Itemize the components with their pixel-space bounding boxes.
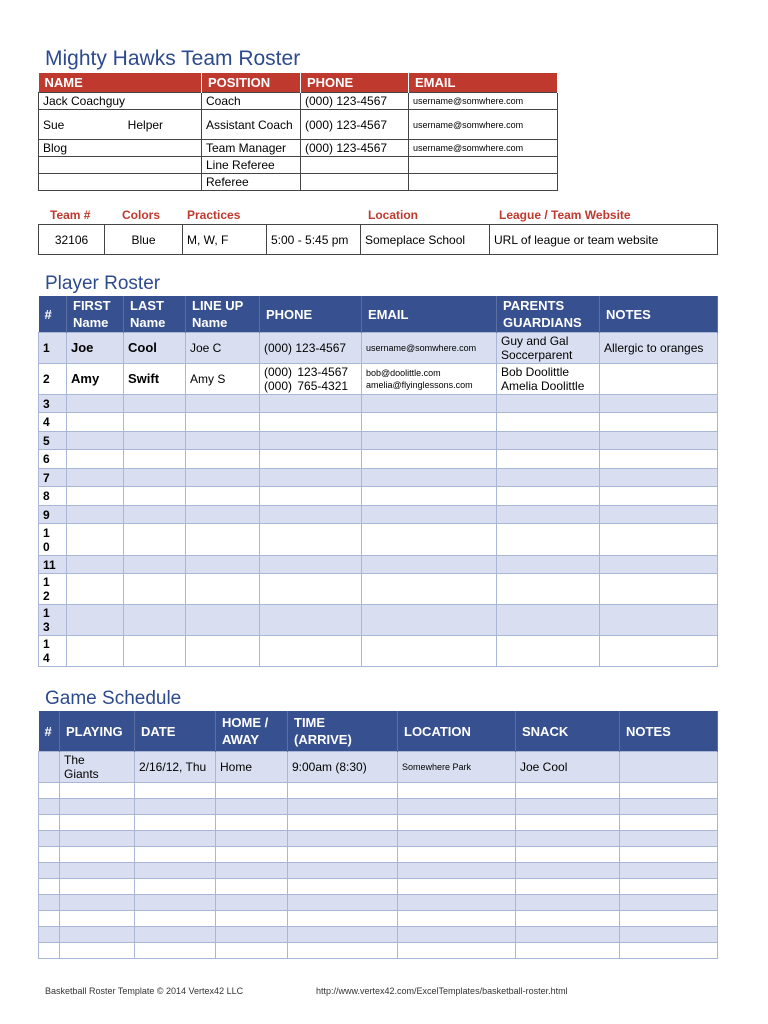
schedule-cell xyxy=(216,895,288,911)
schedule-header-time: TIME (ARRIVE) xyxy=(288,711,398,752)
schedule-cell xyxy=(39,927,60,943)
practice-time: 5:00 - 5:45 pm xyxy=(267,225,361,255)
schedule-cell xyxy=(398,799,516,815)
page-title: Mighty Hawks Team Roster xyxy=(45,47,301,70)
player-num: 5 xyxy=(39,432,67,450)
footer-copyright: Basketball Roster Template © 2014 Vertex42 LLC xyxy=(45,986,244,996)
staff-position: Referee xyxy=(202,174,301,191)
player-row xyxy=(39,524,718,556)
player-num: 13 xyxy=(39,605,67,636)
schedule-cell xyxy=(135,911,216,927)
player-header-last: LAST Name xyxy=(124,296,186,333)
schedule-cell xyxy=(135,815,216,831)
player-row xyxy=(39,450,718,469)
player-row xyxy=(39,636,718,667)
schedule-cell xyxy=(216,943,288,959)
staff-header-phone: PHONE xyxy=(301,73,409,93)
player-row xyxy=(39,432,718,450)
player-lineup: Amy S xyxy=(186,364,260,395)
schedule-cell xyxy=(135,927,216,943)
footer-url[interactable]: http://www.vertex42.com/ExcelTemplates/basketball-roster.html xyxy=(316,986,568,996)
player-phone: (000) 123-4567 xyxy=(260,333,362,364)
player-num: 4 xyxy=(39,413,67,432)
player-header-email: EMAIL xyxy=(362,296,497,333)
schedule-cell xyxy=(620,799,718,815)
staff-position: Team Manager xyxy=(202,140,301,157)
practices-label: Practices xyxy=(187,208,241,222)
staff-table xyxy=(38,73,558,191)
schedule-cell xyxy=(288,895,398,911)
schedule-cell xyxy=(60,783,135,799)
player-phone: (000) 123-4567 (000) 765-4321 xyxy=(260,364,362,395)
schedule-cell xyxy=(60,911,135,927)
player-roster-title: Player Roster xyxy=(45,273,161,294)
player-num: 8 xyxy=(39,487,67,506)
schedule-row xyxy=(39,752,718,783)
schedule-cell xyxy=(398,815,516,831)
team-info-header xyxy=(38,207,718,223)
staff-name: Jack Coachguy xyxy=(39,93,202,110)
schedule-cell xyxy=(516,863,620,879)
player-email: bob@doolittle.com amelia@flyinglessons.com xyxy=(362,364,497,395)
schedule-cell xyxy=(398,943,516,959)
schedule-header-location: LOCATION xyxy=(398,711,516,752)
schedule-header-row xyxy=(39,711,718,752)
schedule-cell xyxy=(60,847,135,863)
schedule-date: 2/16/12, Thu xyxy=(135,752,216,783)
schedule-cell xyxy=(39,943,60,959)
schedule-row xyxy=(39,943,718,959)
schedule-cell xyxy=(216,831,288,847)
schedule-cell xyxy=(288,815,398,831)
staff-phone: (000) 123-4567 xyxy=(301,93,409,110)
schedule-cell xyxy=(516,911,620,927)
schedule-cell xyxy=(60,799,135,815)
schedule-cell xyxy=(288,831,398,847)
player-header-notes: NOTES xyxy=(600,296,718,333)
player-num: 2 xyxy=(39,364,67,395)
schedule-cell xyxy=(288,911,398,927)
schedule-row xyxy=(39,879,718,895)
schedule-cell xyxy=(135,799,216,815)
player-num: 7 xyxy=(39,469,67,487)
schedule-row xyxy=(39,863,718,879)
schedule-cell xyxy=(216,815,288,831)
team-number: 32106 xyxy=(39,225,105,255)
schedule-row xyxy=(39,799,718,815)
league-website: URL of league or team website xyxy=(490,225,718,255)
player-header-row xyxy=(39,296,718,333)
schedule-cell xyxy=(620,863,718,879)
schedule-cell xyxy=(216,863,288,879)
schedule-cell xyxy=(288,943,398,959)
schedule-cell xyxy=(39,847,60,863)
schedule-cell xyxy=(39,863,60,879)
schedule-row xyxy=(39,831,718,847)
schedule-cell xyxy=(39,799,60,815)
staff-row xyxy=(39,157,558,174)
player-parents: Bob Doolittle Amelia Doolittle xyxy=(497,364,600,395)
staff-email xyxy=(409,174,558,191)
staff-email: username@somwhere.com xyxy=(409,93,558,110)
schedule-cell xyxy=(516,783,620,799)
schedule-cell xyxy=(516,847,620,863)
player-last: Swift xyxy=(124,364,186,395)
schedule-cell xyxy=(135,783,216,799)
player-header-lineup: LINE UP Name xyxy=(186,296,260,333)
schedule-cell xyxy=(216,879,288,895)
schedule-cell xyxy=(216,927,288,943)
schedule-cell xyxy=(60,895,135,911)
schedule-cell xyxy=(620,783,718,799)
schedule-cell xyxy=(60,943,135,959)
schedule-cell xyxy=(398,895,516,911)
schedule-playing: The Giants xyxy=(60,752,135,783)
schedule-cell xyxy=(135,831,216,847)
schedule-location: Somewhere Park xyxy=(398,752,516,783)
staff-name xyxy=(39,174,202,191)
staff-header-position: POSITION xyxy=(202,73,301,93)
player-num: 9 xyxy=(39,506,67,524)
schedule-cell xyxy=(288,799,398,815)
player-notes xyxy=(600,364,718,395)
staff-header-row xyxy=(39,73,558,93)
player-parents: Guy and Gal Soccerparent xyxy=(497,333,600,364)
schedule-notes xyxy=(620,752,718,783)
schedule-cell xyxy=(39,783,60,799)
schedule-cell xyxy=(398,911,516,927)
team-colors: Blue xyxy=(105,225,183,255)
schedule-row xyxy=(39,847,718,863)
schedule-cell xyxy=(620,943,718,959)
schedule-cell xyxy=(620,831,718,847)
schedule-cell xyxy=(516,879,620,895)
player-last: Cool xyxy=(124,333,186,364)
schedule-cell xyxy=(39,879,60,895)
schedule-cell xyxy=(398,783,516,799)
schedule-row xyxy=(39,815,718,831)
schedule-cell xyxy=(288,863,398,879)
player-row xyxy=(39,506,718,524)
player-row xyxy=(39,364,718,395)
player-row xyxy=(39,469,718,487)
schedule-header-snack: SNACK xyxy=(516,711,620,752)
schedule-cell xyxy=(39,895,60,911)
schedule-cell xyxy=(39,831,60,847)
schedule-cell xyxy=(398,863,516,879)
schedule-header-date: DATE xyxy=(135,711,216,752)
schedule-cell xyxy=(620,911,718,927)
player-first: Joe xyxy=(67,333,124,364)
staff-header-email: EMAIL xyxy=(409,73,558,93)
staff-row xyxy=(39,93,558,110)
staff-email: username@somwhere.com xyxy=(409,140,558,157)
staff-name: Blog xyxy=(39,140,202,157)
player-num: 14 xyxy=(39,636,67,667)
schedule-cell xyxy=(60,879,135,895)
player-lineup: Joe C xyxy=(186,333,260,364)
schedule-cell xyxy=(216,783,288,799)
practice-days: M, W, F xyxy=(183,225,267,255)
schedule-cell xyxy=(620,815,718,831)
schedule-snack: Joe Cool xyxy=(516,752,620,783)
game-schedule-table xyxy=(38,711,718,959)
staff-phone: (000) 123-4567 xyxy=(301,140,409,157)
team-info-row xyxy=(39,225,718,255)
player-email: username@somwhere.com xyxy=(362,333,497,364)
schedule-cell xyxy=(135,943,216,959)
player-row xyxy=(39,395,718,413)
staff-header-name: NAME xyxy=(39,73,202,93)
schedule-cell xyxy=(516,927,620,943)
schedule-cell xyxy=(288,847,398,863)
player-num: 1 xyxy=(39,333,67,364)
player-row xyxy=(39,574,718,605)
schedule-cell xyxy=(620,895,718,911)
player-first: Amy xyxy=(67,364,124,395)
schedule-cell xyxy=(398,831,516,847)
player-notes: Allergic to oranges xyxy=(600,333,718,364)
location-label: Location xyxy=(368,208,418,222)
staff-name: Sue Helper xyxy=(39,110,202,140)
player-num: 6 xyxy=(39,450,67,469)
schedule-cell xyxy=(60,927,135,943)
schedule-header-home-away: HOME / AWAY xyxy=(216,711,288,752)
schedule-cell xyxy=(216,799,288,815)
player-row xyxy=(39,487,718,506)
schedule-cell xyxy=(516,895,620,911)
schedule-cell xyxy=(516,831,620,847)
staff-position: Assistant Coach xyxy=(202,110,301,140)
schedule-cell xyxy=(288,783,398,799)
schedule-header-notes: NOTES xyxy=(620,711,718,752)
schedule-cell xyxy=(60,863,135,879)
schedule-cell xyxy=(288,927,398,943)
team-info-table xyxy=(38,224,718,255)
player-row xyxy=(39,556,718,574)
colors-label: Colors xyxy=(122,208,161,222)
schedule-header-playing: PLAYING xyxy=(60,711,135,752)
schedule-cell xyxy=(216,911,288,927)
schedule-cell xyxy=(135,895,216,911)
schedule-cell xyxy=(135,847,216,863)
schedule-row xyxy=(39,927,718,943)
player-num: 3 xyxy=(39,395,67,413)
schedule-row xyxy=(39,895,718,911)
schedule-cell xyxy=(135,863,216,879)
player-row xyxy=(39,605,718,636)
schedule-cell xyxy=(216,847,288,863)
schedule-cell xyxy=(39,815,60,831)
staff-name xyxy=(39,157,202,174)
player-header-num: # xyxy=(39,296,67,333)
schedule-cell xyxy=(620,879,718,895)
schedule-cell xyxy=(516,943,620,959)
schedule-cell xyxy=(60,831,135,847)
staff-phone xyxy=(301,174,409,191)
schedule-cell xyxy=(135,879,216,895)
staff-position: Coach xyxy=(202,93,301,110)
schedule-cell xyxy=(39,911,60,927)
schedule-cell xyxy=(398,847,516,863)
team-number-label: Team # xyxy=(50,208,91,222)
staff-email xyxy=(409,157,558,174)
player-header-phone: PHONE xyxy=(260,296,362,333)
schedule-header-num: # xyxy=(39,711,60,752)
schedule-row xyxy=(39,783,718,799)
game-schedule-title: Game Schedule xyxy=(45,688,182,709)
player-header-first: FIRST Name xyxy=(67,296,124,333)
schedule-time: 9:00am (8:30) xyxy=(288,752,398,783)
schedule-cell xyxy=(398,879,516,895)
schedule-home-away: Home xyxy=(216,752,288,783)
schedule-cell xyxy=(398,927,516,943)
schedule-cell xyxy=(60,815,135,831)
schedule-row xyxy=(39,911,718,927)
schedule-cell xyxy=(288,879,398,895)
staff-row xyxy=(39,140,558,157)
player-row xyxy=(39,413,718,432)
staff-position: Line Referee xyxy=(202,157,301,174)
schedule-cell xyxy=(516,799,620,815)
staff-row xyxy=(39,174,558,191)
staff-row xyxy=(39,110,558,140)
player-row xyxy=(39,333,718,364)
player-header-parents: PARENTS GUARDIANS xyxy=(497,296,600,333)
player-num: 10 xyxy=(39,524,67,556)
player-num: 12 xyxy=(39,574,67,605)
schedule-cell xyxy=(516,815,620,831)
league-website-label: League / Team Website xyxy=(499,208,631,222)
schedule-cell xyxy=(620,847,718,863)
staff-phone: (000) 123-4567 xyxy=(301,110,409,140)
team-location: Someplace School xyxy=(361,225,490,255)
schedule-cell xyxy=(620,927,718,943)
player-num: 11 xyxy=(39,556,67,574)
player-roster-table xyxy=(38,296,718,667)
staff-email: username@somwhere.com xyxy=(409,110,558,140)
staff-phone xyxy=(301,157,409,174)
